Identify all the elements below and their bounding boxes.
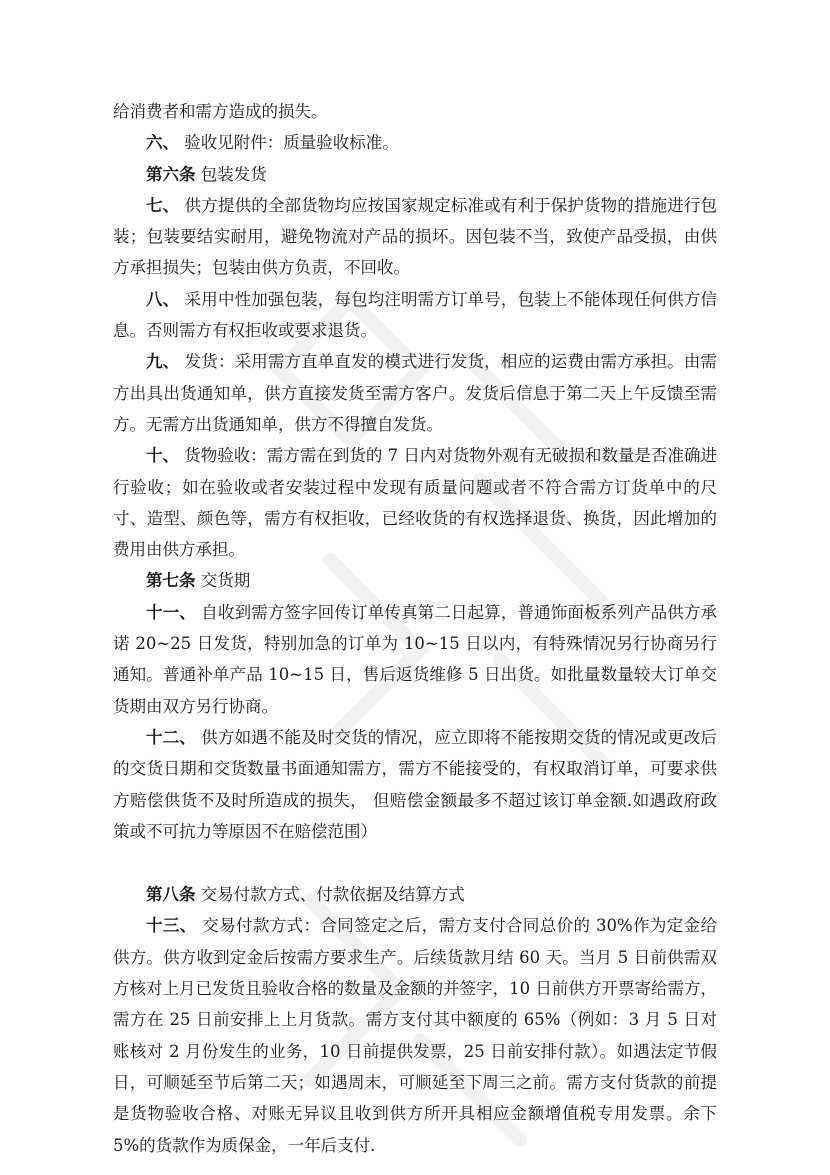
clause-10 — [113, 440, 717, 565]
clause-11 — [113, 597, 717, 722]
clause-9 — [113, 346, 717, 440]
clause-6 — [113, 127, 717, 158]
clause-text: 交易付款方式：合同签定之后，需方支付合同总价的 30%作为定金给供方。供方收到定金后按需方要求生产。后续货款月结 60 天。当月 5 日前供需双方核对上月已发货且验收合格的数量及金额的并签字，10 日前供方开票寄给需方，需方在 25 日前安排上上月货款。需方支付其中额度的 65%（例如：3 月 5 日对账核对 2 月份发生的业务，10 日前提供发票，25 日前安排付款）。如遇法定节假日，可顺延至节后第二天；如遇周末，可顺延至下周三之前。需方支付货款的前提是货物验收合格、对账无异议且收到供方所开具相应金额增值税专用发票。余下 5%的货款作为质保金，一年后支付. — [113, 916, 717, 1155]
clause-number: 十一、 — [146, 602, 196, 622]
clause-text: 验收见附件：质量验收标准。 — [179, 133, 399, 153]
clause-text: 发货：采用需方直单直发的模式进行发货，相应的运费由需方承担。由需方出具出货通知单，供方直接发货至需方客户。发货后信息于第二天上午反馈至需方。无需方出货通知单，供方不得擅自发货。 — [113, 352, 717, 434]
article-label: 第七条 — [146, 571, 196, 591]
clause-8 — [113, 284, 717, 347]
clause-number: 六、 — [146, 133, 179, 153]
clause-number: 九、 — [146, 352, 180, 372]
clause-12 — [113, 722, 717, 847]
clause-7 — [113, 190, 717, 284]
article-label: 第八条 — [146, 885, 196, 905]
clause-number: 十三、 — [146, 916, 197, 936]
clause-text: 采用中性加强包装，每包均注明需方订单号，包装上不能体现任何供方信息。否则需方有权拒收或要求退货。 — [113, 289, 717, 341]
article-7-heading — [113, 565, 717, 596]
article-6-heading — [113, 159, 717, 190]
clause-text: 供方如遇不能及时交货的情况，应立即将不能按期交货的情况或更改后的交货日期和交货数量书面通知需方，需方不能接受的，有权取消订单，可要求供方赔偿供货不及时所造成的损失， 但赔偿金额最多不超过该订单金额.如遇政府政策或不可抗力等原因不在赔偿范围） — [113, 727, 717, 841]
blank-line — [113, 847, 717, 879]
clause-text: 货物验收：需方需在到货的 7 日内对货物外观有无破损和数量是否准确进行验收；如在验收或者安装过程中发现有质量问题或者不符合需方订货单中的尺寸、造型、颜色等，需方有权拒收，已经收货的有权选择退货、换货，因此增加的费用由供方承担。 — [113, 446, 717, 560]
clause-number: 七、 — [146, 195, 180, 215]
article-title: 包装发货 — [195, 164, 267, 184]
clause-text: 供方提供的全部货物均应按国家规定标准或有利于保护货物的措施进行包装；包装要结实耐用，避免物流对产品的损坏。因包装不当，致使产品受损，由供方承担损失；包装由供方负责，不回收。 — [113, 195, 717, 278]
paragraph-continuation: 给消费者和需方造成的损失。 — [113, 102, 328, 121]
clause-13 — [113, 910, 717, 1160]
clause-text: 自收到需方签字回传订单传真第二日起算，普通饰面板系列产品供方承诺 20~25 日发货，特别加急的订单为 10~15 日以内，有特殊情况另行协商另行通知。普通补单产品 10~15 日，售后返货维修 5 日出货。如批量数量较大订单交货期由双方另行协商。 — [113, 602, 717, 716]
article-title: 交易付款方式、付款依据及结算方式 — [195, 885, 465, 905]
article-8-heading — [113, 879, 717, 910]
article-title: 交货期 — [195, 571, 251, 591]
clause-number: 十二、 — [146, 727, 196, 747]
clause-number: 十、 — [146, 446, 180, 466]
article-label: 第六条 — [146, 164, 196, 184]
clause-number: 八、 — [146, 289, 180, 309]
document-body — [113, 96, 717, 1161]
